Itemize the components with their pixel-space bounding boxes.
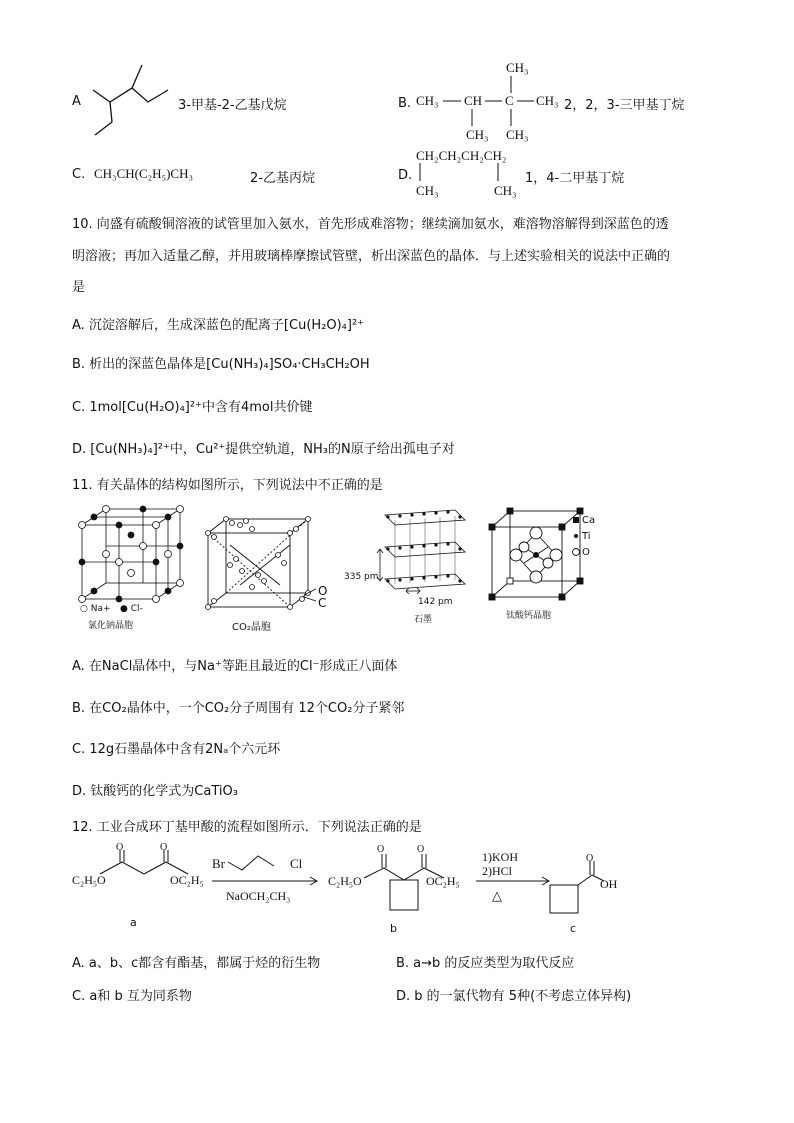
- q11-fig1-legend-cl: ● Cl-: [120, 604, 143, 614]
- q10-stem-line1: 10. 向盛有硫酸铜溶液的试管里加入氨水，首先形成难溶物；继续滴加氨水，难溶物溶解得到深蓝色的透: [72, 217, 669, 232]
- q12-a-right-group: OC₂H₅: [170, 873, 204, 887]
- q9-option-b-left-ch3: CH₃: [416, 93, 439, 108]
- q9-option-b-ch: CH: [464, 93, 483, 108]
- q10-option-c: C. 1mol[Cu(H₂O)₄]²⁺中含有4mol共价键: [72, 400, 313, 415]
- q11-fig4-legend-ti: Ti: [582, 531, 591, 542]
- q11-fig4-legend-ca: Ca: [582, 515, 596, 526]
- q10-option-a: A. 沉淀溶解后，生成深蓝色的配离子[Cu(H₂O)₄]²⁺: [72, 318, 365, 333]
- q12-compound-c-structure: [548, 855, 608, 915]
- q12-c-label: c: [570, 922, 577, 935]
- q12-b-label: b: [390, 922, 397, 935]
- q12-step2-line1: 1)KOH: [482, 850, 518, 864]
- q12-reagent-cl: Cl: [290, 856, 303, 871]
- q9-option-b-name: 2，2，3-三甲基丁烷: [564, 98, 685, 113]
- q9-option-d-sub-left: CH₃: [416, 183, 439, 198]
- q11-fig4-legend-o: O: [582, 547, 590, 558]
- q11-fig3-caption: 石墨: [414, 615, 433, 625]
- q12-b-right-group: OC₂H₅: [426, 874, 460, 888]
- q12-a-oxygen-1: O: [116, 842, 124, 853]
- q9-option-d-chain: CH₂CH₂CH₂CH₂: [416, 148, 507, 163]
- q10-stem-line3: 是: [72, 280, 86, 295]
- q12-b-oxygen-1: O: [377, 844, 385, 855]
- q9-option-a-letter: A: [72, 94, 81, 109]
- q12-b-oxygen-2: O: [417, 844, 425, 855]
- q12-a-oxygen-2: O: [160, 842, 168, 853]
- q11-fig1-legend-na: ○ Na+: [80, 604, 111, 614]
- q12-option-a: A. a、b、c都含有酯基，都属于烃的衍生物: [72, 956, 321, 971]
- q9-option-b-top-ch3: CH₃: [506, 60, 529, 75]
- q12-option-b: B. a→b 的反应类型为取代反应: [396, 956, 575, 971]
- q11-fig2-label-o1: O: [318, 584, 328, 598]
- q10-stem-line2: 明溶液；再加入适量乙醇，并用玻璃棒摩擦试管壁，析出深蓝色的晶体．与上述实验相关的说法中正确的: [72, 249, 671, 264]
- q12-a-left-group: C₂H₅O: [72, 873, 106, 887]
- q9-option-d-sub-right: CH₃: [494, 183, 517, 198]
- q11-figure-co2-cell: [200, 515, 330, 615]
- q11-figure-nacl-cell: [78, 505, 188, 605]
- q11-option-c: C. 12g石墨晶体中含有2Nₐ个六元环: [72, 742, 281, 757]
- q12-b-left-group: C₂H₅O: [328, 874, 362, 888]
- q11-fig2-label-o2: [318, 608, 319, 609]
- q11-fig3-dim-bond: 142 pm: [418, 597, 453, 607]
- q9-option-b-letter: B.: [398, 96, 412, 111]
- q11-option-b: B. 在CO₂晶体中，一个CO₂分子周围有 12个CO₂分子紧邻: [72, 701, 405, 716]
- q9-option-b-bottom-ch3-a: CH₃: [466, 127, 489, 142]
- q12-step2-heat: △: [492, 888, 502, 903]
- q11-fig3-dim-layer: 335 pm: [344, 572, 379, 582]
- q12-c-oh: OH: [600, 877, 618, 891]
- q11-fig2-label-c: C: [318, 596, 327, 610]
- q9-option-d-letter: D.: [398, 168, 413, 183]
- q11-fig2-caption: CO₂晶胞: [232, 622, 271, 633]
- q11-figure-catio3-cell: [486, 505, 586, 605]
- q9-option-b-c: C: [505, 93, 514, 108]
- q11-option-d: D. 钛酸钙的化学式为CaTiO₃: [72, 784, 238, 799]
- q12-c-oxygen: O: [586, 853, 594, 864]
- q11-figure-graphite: [340, 505, 480, 615]
- q12-arrow-2: [476, 876, 556, 886]
- q9-option-c-name: 2-乙基丙烷: [250, 171, 315, 186]
- q10-option-d: D. [Cu(NH₃)₄]²⁺中，Cu²⁺提供空轨道，NH₃的N原子给出孤电子对: [72, 442, 455, 457]
- q12-a-label: a: [130, 916, 137, 929]
- q12-option-c: C. a和 b 互为同系物: [72, 989, 192, 1004]
- q12-reagent-below: NaOCH₂CH₃: [226, 889, 291, 903]
- q12-arrow-1: [212, 876, 322, 886]
- q11-option-a: A. 在NaCl晶体中，与Na⁺等距且最近的Cl⁻形成正八面体: [72, 659, 398, 674]
- q11-stem: 11. 有关晶体的结构如图所示，下列说法中不正确的是: [72, 478, 383, 493]
- q12-reagent-chain: [228, 852, 288, 872]
- q9-option-c-formula: CH₃CH(C₂H₅)CH₃: [94, 166, 194, 181]
- q9-option-d-name: 1，4-二甲基丁烷: [525, 171, 625, 186]
- q9-option-d-bonds: [0, 0, 794, 200]
- q11-fig4-caption: 钛酸钙晶胞: [506, 611, 552, 621]
- q9-option-c-letter: C.: [72, 167, 86, 182]
- q11-fig4-legend-marks: [572, 514, 582, 559]
- q12-reagent-br: Br: [212, 856, 225, 871]
- q12-step2-line2: 2)HCl: [482, 864, 512, 878]
- q12-stem: 12. 工业合成环丁基甲酸的流程如图所示．下列说法正确的是: [72, 820, 422, 835]
- q11-fig1-caption: 氯化钠晶胞: [88, 621, 134, 631]
- q12-option-d: D. b 的一氯代物有 5种(不考虑立体异构): [396, 989, 632, 1004]
- q9-option-a-name: 3-甲基-2-乙基戊烷: [178, 98, 287, 113]
- q9-option-b-right-ch3: CH₃: [536, 93, 559, 108]
- q10-option-b: B. 析出的深蓝色晶体是[Cu(NH₃)₄]SO₄·CH₃CH₂OH: [72, 357, 370, 372]
- q9-option-b-bottom-ch3-b: CH₃: [506, 127, 529, 142]
